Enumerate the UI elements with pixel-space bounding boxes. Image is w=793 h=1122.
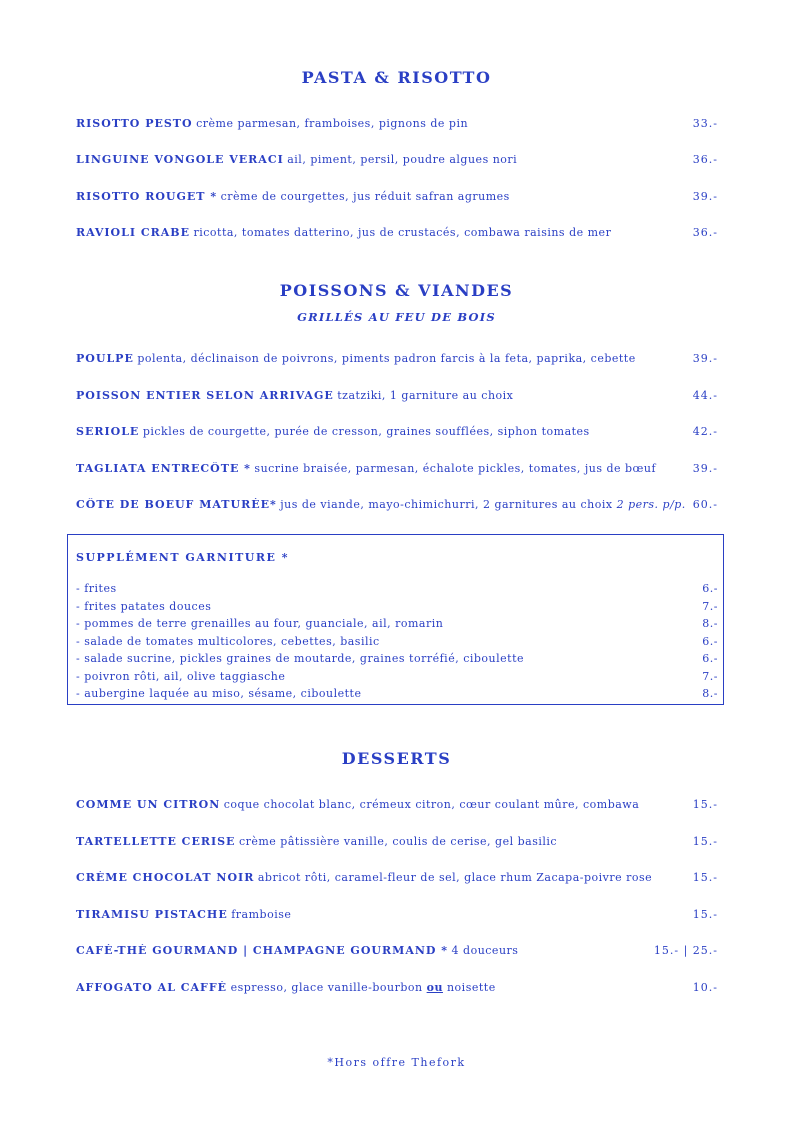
menu-item — [76, 389, 718, 403]
item-name: CÔTE DE BOEUF MATURÉE* — [76, 498, 277, 511]
menu-item — [76, 835, 718, 849]
section-subtitle-grilles: GRILLÉS AU FEU DE BOIS — [297, 310, 496, 324]
item-description: tzatziki, 1 garniture au choix — [337, 389, 514, 402]
supplement-row — [76, 600, 718, 614]
item-description-part: espresso, glace vanille-bourbon — [230, 981, 423, 994]
supplement-row — [76, 652, 718, 666]
item-description: crème de courgettes, jus réduit safran agrumes — [220, 190, 510, 203]
item-name: COMME UN CITRON — [76, 798, 221, 811]
supplement-row — [76, 687, 718, 701]
supplement-box — [67, 534, 724, 705]
item-description: polenta, déclinaison de poivrons, piments padron farcis à la feta, paprika, cebette — [137, 352, 636, 365]
supplement-row — [76, 670, 718, 684]
item-description-emphasis: ou — [426, 981, 443, 994]
menu-item — [76, 908, 718, 922]
item-name: TARTELLETTE CERISE — [76, 835, 236, 848]
supplement-row — [76, 617, 718, 631]
item-name: SERIOLE — [76, 425, 140, 438]
item-price: 15.- — [692, 908, 718, 921]
supplement-title: SUPPLÉMENT GARNITURE * — [76, 551, 289, 564]
menu-item — [76, 352, 718, 366]
item-name: CRÈME CHOCOLAT NOIR — [76, 871, 255, 884]
supplement-price: 7.- — [702, 670, 718, 683]
item-price: 39.- — [692, 462, 718, 475]
menu-item — [76, 462, 718, 476]
supplement-row — [76, 635, 718, 649]
supplement-label: - aubergine laquée au miso, sésame, ciboulette — [76, 687, 362, 700]
supplement-label: - frites — [76, 582, 117, 595]
supplement-label: - frites patates douces — [76, 600, 212, 613]
item-price: 44.- — [692, 389, 718, 402]
menu-item — [76, 425, 718, 439]
item-description: ricotta, tomates datterino, jus de crustacés, combawa raisins de mer — [193, 226, 612, 239]
section-title-poissons: POISSONS & VIANDES — [279, 281, 514, 300]
item-price: 10.- — [692, 981, 718, 994]
item-name: POISSON ENTIER SELON ARRIVAGE — [76, 389, 334, 402]
item-description: coque chocolat blanc, crémeux citron, cœur coulant mûre, combawa — [223, 798, 640, 811]
menu-item — [76, 117, 718, 131]
item-description-part: noisette — [446, 981, 496, 994]
item-portion-note: 2 pers. p/p. — [616, 498, 686, 511]
item-price: 33.- — [692, 117, 718, 130]
item-description: crème parmesan, framboises, pignons de pin — [196, 117, 469, 130]
item-price: 36.- — [692, 153, 718, 166]
supplement-price: 8.- — [702, 687, 718, 700]
item-price: 39.- — [692, 352, 718, 365]
section-title-pasta: PASTA & RISOTTO — [301, 68, 492, 87]
supplement-price: 6.- — [702, 635, 718, 648]
item-description — [231, 981, 496, 994]
item-price: 39.- — [692, 190, 718, 203]
item-name: RISOTTO ROUGET * — [76, 190, 218, 203]
item-description: pickles de courgette, purée de cresson, graines soufflées, siphon tomates — [142, 425, 590, 438]
item-name: CAFÉ-THÉ GOURMAND | CHAMPAGNE GOURMAND * — [76, 944, 449, 957]
item-name: LINGUINE VONGOLE VERACI — [76, 153, 284, 166]
item-name: RISOTTO PESTO — [76, 117, 193, 130]
supplement-label: - pommes de terre grenailles au four, guanciale, ail, romarin — [76, 617, 444, 630]
item-name: TAGLIATA ENTRECÔTE * — [76, 462, 251, 475]
item-description: ail, piment, persil, poudre algues nori — [287, 153, 518, 166]
supplement-price: 7.- — [702, 600, 718, 613]
supplement-row — [76, 582, 718, 596]
menu-item — [76, 944, 718, 958]
item-description: crème pâtissière vanille, coulis de cerise, gel basilic — [238, 835, 558, 848]
supplement-label: - poivron rôti, ail, olive taggiasche — [76, 670, 286, 683]
item-price: 15.- — [692, 798, 718, 811]
item-name: AFFOGATO AL CAFFÈ — [76, 981, 228, 994]
item-price: 42.- — [692, 425, 718, 438]
menu-item — [76, 226, 718, 240]
supplement-price: 6.- — [702, 652, 718, 665]
item-name: POULPE — [76, 352, 134, 365]
item-description: sucrine braisée, parmesan, échalote pickles, tomates, jus de bœuf — [254, 462, 657, 475]
item-price: 36.- — [692, 226, 718, 239]
menu-item — [76, 871, 718, 885]
supplement-label: - salade de tomates multicolores, cebettes, basilic — [76, 635, 380, 648]
menu-item — [76, 498, 718, 512]
supplement-price: 8.- — [702, 617, 718, 630]
menu-item — [76, 981, 718, 995]
item-description: jus de viande, mayo-chimichurri, 2 garnitures au choix — [280, 498, 613, 511]
item-name: TIRAMISU PISTACHE — [76, 908, 228, 921]
item-description: abricot rôti, caramel-fleur de sel, glace rhum Zacapa-poivre rose — [257, 871, 653, 884]
item-price: 15.- | 25.- — [653, 944, 718, 957]
item-price: 15.- — [692, 835, 718, 848]
item-description: framboise — [231, 908, 292, 921]
supplement-label: - salade sucrine, pickles graines de moutarde, graines torréfié, ciboulette — [76, 652, 525, 665]
footer-note: *Hors offre Thefork — [327, 1056, 466, 1069]
item-price: 60.- — [692, 498, 718, 511]
section-title-desserts: DESSERTS — [341, 749, 452, 768]
menu-item — [76, 153, 718, 167]
item-name: RAVIOLI CRABE — [76, 226, 190, 239]
menu-item — [76, 190, 718, 204]
supplement-price: 6.- — [702, 582, 718, 595]
item-description: 4 douceurs — [451, 944, 519, 957]
item-price: 15.- — [692, 871, 718, 884]
menu-item — [76, 798, 718, 812]
